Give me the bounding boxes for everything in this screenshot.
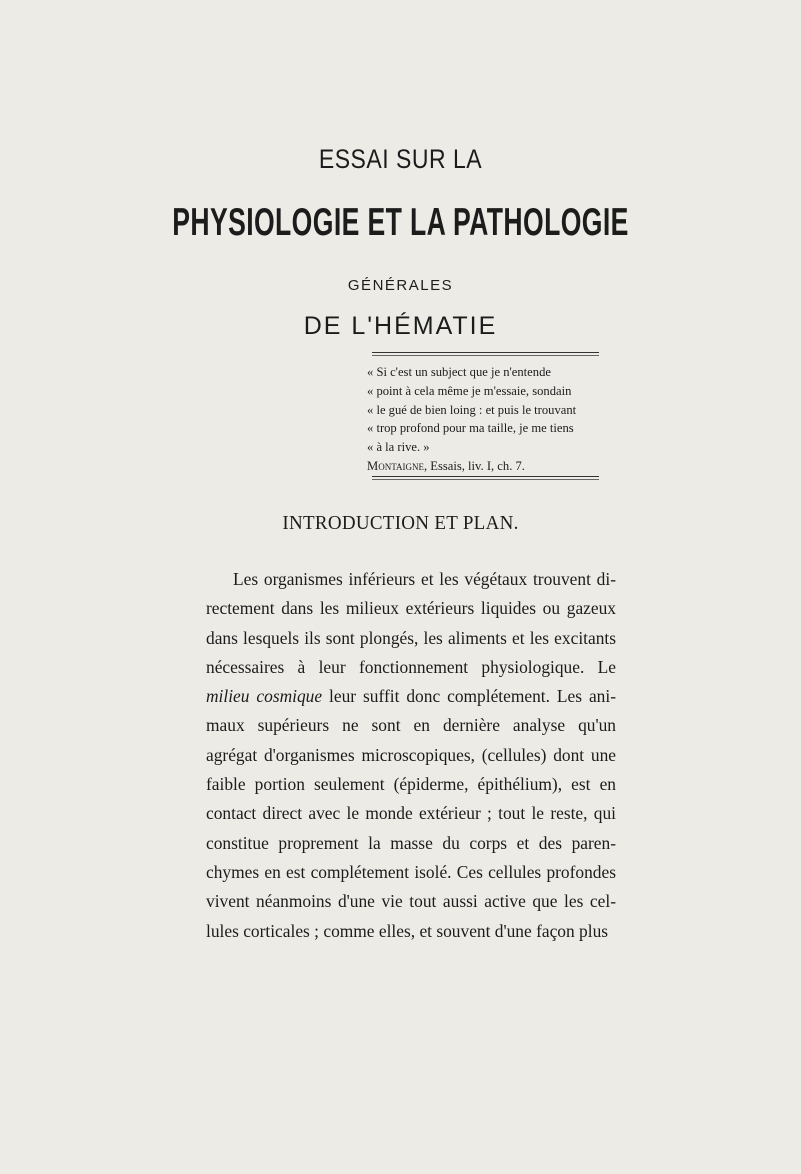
body-line-rest: leur suffit donc complétement. Les ani- xyxy=(322,686,616,707)
body-line: agrégat d'organismes microscopiques, (cellules) dont une xyxy=(206,744,616,765)
epigraph-line: « à la rive. » xyxy=(367,440,430,455)
body-line: maux supérieurs ne sont en dernière analyse qu'un xyxy=(206,715,616,736)
epigraph-source: , Essais, liv. I, ch. 7. xyxy=(423,458,525,473)
epigraph-line: « Si c'est un subject que je n'entende xyxy=(367,365,551,379)
body-line: dans lesquels ils sont plongés, les aliments et les excitants xyxy=(206,627,616,648)
body-line: lules corticales ; comme elles, et souvent d'une façon plus xyxy=(206,920,609,941)
body-line: nécessaires à leur fonctionnement physiologique. Le xyxy=(206,656,616,677)
epigraph-line: « le gué de bien loing : et puis le trouvant xyxy=(367,402,577,417)
title-line-physiologie: PHYSIOLOGIE ET LA PATHOLOGIE xyxy=(172,201,629,244)
body-emphasis: milieu cosmique xyxy=(206,686,323,707)
title-line-essai: ESSAI SUR LA xyxy=(318,143,483,174)
body-paragraph xyxy=(206,565,616,946)
body-line: Les organismes inférieurs et les végétaux trouvent di- xyxy=(233,569,616,589)
epigraph-top-rule xyxy=(372,352,599,353)
epigraph-bottom-rule-thin xyxy=(372,479,599,480)
body-line: faible portion seulement (épiderme, épithélium), est en xyxy=(206,774,616,795)
epigraph-attribution xyxy=(367,457,627,476)
title-line-hematie: DE L'HÉMATIE xyxy=(303,312,498,340)
epigraph-line: « point à cela même je m'essaie, sondain xyxy=(367,383,572,398)
epigraph-bottom-rule xyxy=(372,476,599,477)
body-line: rectement dans les milieux extérieurs liquides ou gazeux xyxy=(206,598,616,619)
title-line-generales: GÉNÉRALES xyxy=(347,277,454,294)
epigraph-author: Montaigne xyxy=(367,458,424,473)
body-line: contact direct avec le monde extérieur ; tout le reste, qui xyxy=(206,803,616,824)
body-line: vivent néanmoins d'une vie tout aussi active que les cel- xyxy=(206,891,616,912)
body-line: constitue proprement la masse du corps et des paren- xyxy=(206,832,616,853)
epigraph xyxy=(367,363,627,476)
epigraph-top-rule-thin xyxy=(372,355,599,356)
body-line: chymes en est complétement isolé. Ces cellules profondes xyxy=(206,861,616,882)
section-heading: INTRODUCTION ET PLAN. xyxy=(282,512,519,534)
body-line xyxy=(206,682,616,711)
epigraph-line: « trop profond pour ma taille, je me tiens xyxy=(367,421,574,436)
